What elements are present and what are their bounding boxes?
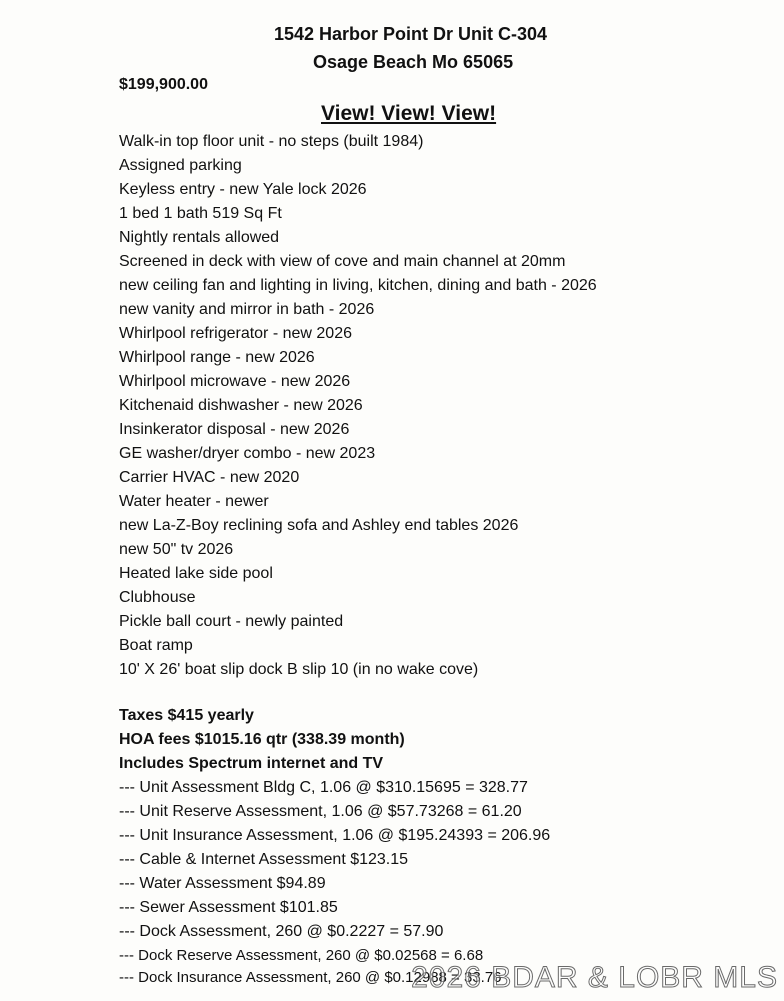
feature-item: Nightly rentals allowed (119, 229, 280, 246)
price: $199,900.00 (119, 76, 208, 93)
mls-watermark: 2026 BDAR & LOBR MLS (411, 961, 778, 994)
feature-item: Insinkerator disposal - new 2026 (119, 421, 350, 438)
feature-item: Heated lake side pool (119, 565, 273, 582)
address-line-2: Osage Beach Mo 65065 (313, 52, 514, 72)
feature-item: Assigned parking (119, 157, 242, 174)
feature-item: Kitchenaid dishwasher - new 2026 (119, 397, 363, 414)
feature-item: new vanity and mirror in bath - 2026 (119, 301, 375, 318)
feature-item: 10' X 26' boat slip dock B slip 10 (in no wake cove) (119, 661, 479, 678)
feature-item: Walk-in top floor unit - no steps (built 1984) (119, 133, 424, 150)
feature-item: Whirlpool range - new 2026 (119, 349, 315, 366)
fee-item: --- Cable & Internet Assessment $123.15 (119, 851, 409, 868)
feature-item: Whirlpool microwave - new 2026 (119, 373, 351, 390)
includes-note: Includes Spectrum internet and TV (119, 755, 384, 772)
feature-item: Whirlpool refrigerator - new 2026 (119, 325, 352, 342)
feature-item: new 50" tv 2026 (119, 541, 234, 558)
fee-item: --- Dock Insurance Assessment, 260 @ $0.12988 = 33.76 (119, 969, 502, 986)
feature-item: Water heater - newer (119, 493, 269, 510)
feature-item: Pickle ball court - newly painted (119, 613, 344, 630)
fee-item: --- Unit Assessment Bldg C, 1.06 @ $310.15695 = 328.77 (119, 779, 528, 796)
feature-item: GE washer/dryer combo - new 2023 (119, 445, 376, 462)
feature-item: Clubhouse (119, 589, 196, 606)
fee-item: --- Dock Reserve Assessment, 260 @ $0.02568 = 6.68 (119, 947, 484, 964)
feature-item: Keyless entry - new Yale lock 2026 (119, 181, 367, 198)
feature-item: new ceiling fan and lighting in living, kitchen, dining and bath - 2026 (119, 277, 597, 294)
fee-item: --- Unit Insurance Assessment, 1.06 @ $195.24393 = 206.96 (119, 827, 551, 844)
feature-item: Boat ramp (119, 637, 193, 654)
hoa-fees: HOA fees $1015.16 qtr (338.39 month) (119, 731, 405, 748)
feature-item: new La-Z-Boy reclining sofa and Ashley end tables 2026 (119, 517, 519, 534)
feature-item: Carrier HVAC - new 2020 (119, 469, 300, 486)
fee-item: --- Sewer Assessment $101.85 (119, 899, 338, 916)
fee-item: --- Unit Reserve Assessment, 1.06 @ $57.73268 = 61.20 (119, 803, 522, 820)
feature-item: 1 bed 1 bath 519 Sq Ft (119, 205, 282, 222)
feature-item: Screened in deck with view of cove and main channel at 20mm (119, 253, 566, 270)
fee-item: --- Dock Assessment, 260 @ $0.2227 = 57.90 (119, 923, 444, 940)
headline: View! View! View! (321, 102, 497, 125)
address-line-1: 1542 Harbor Point Dr Unit C-304 (274, 24, 548, 44)
fee-item: --- Water Assessment $94.89 (119, 875, 326, 892)
taxes: Taxes $415 yearly (119, 707, 254, 724)
